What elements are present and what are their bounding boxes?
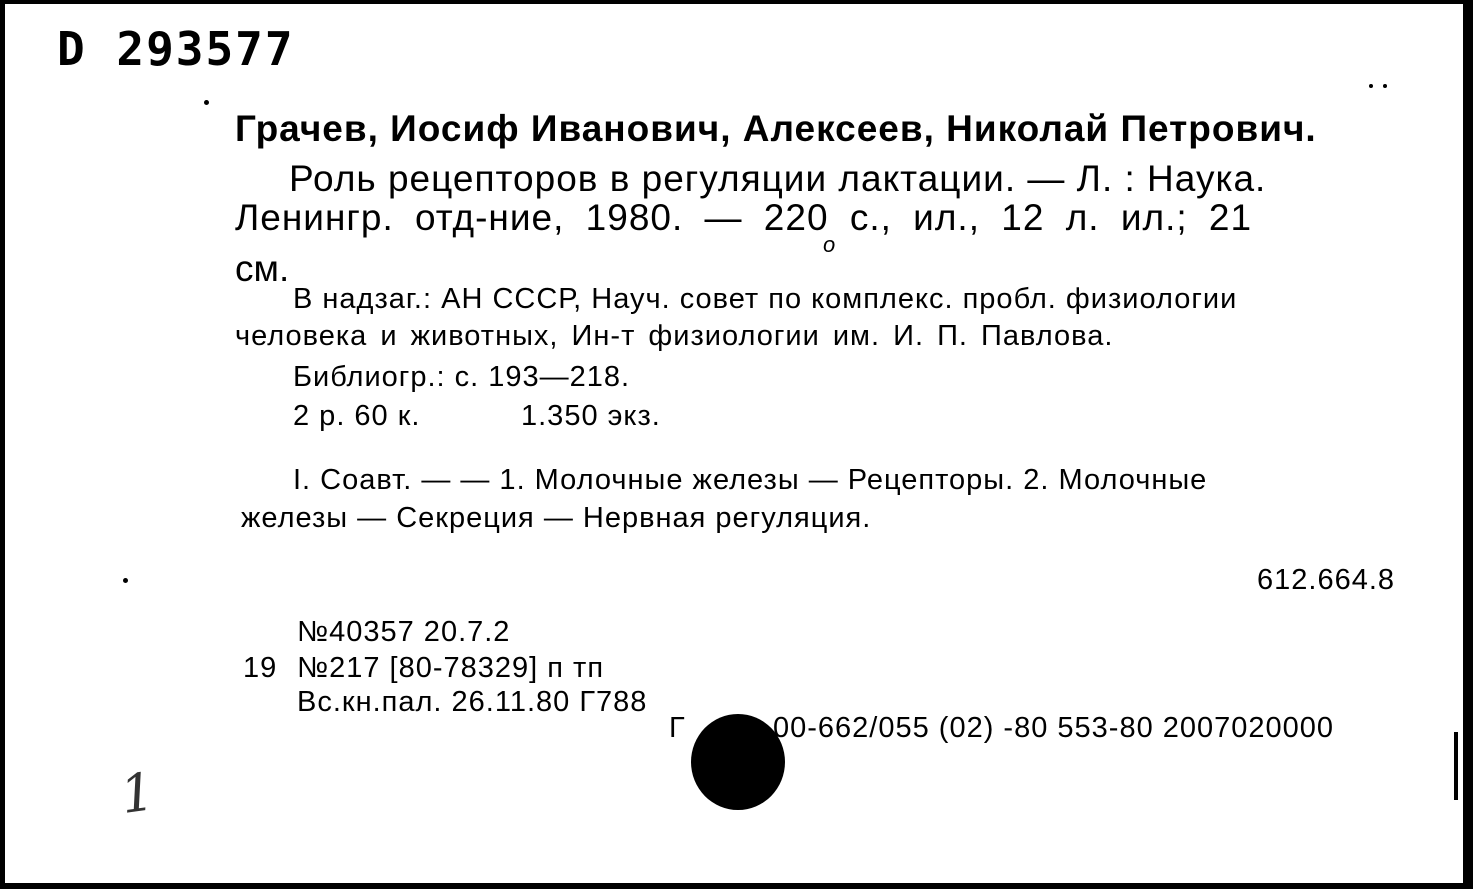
- card-id: D 293577: [57, 22, 295, 76]
- speck: [204, 100, 209, 105]
- title-line: Роль рецепторов в регуляции лактации. — Л. : Наука.: [289, 158, 1267, 199]
- print-run: 1.350 экз.: [521, 400, 661, 432]
- subject-line: I. Соавт. — — 1. Молочные железы — Рецепторы. 2. Молочные: [293, 464, 1208, 496]
- authors-heading: Грачев, Иосиф Иванович, Алексеев, Николай Петрович.: [235, 108, 1317, 149]
- edge-mark: [1454, 732, 1458, 800]
- handwritten-o-mark: о: [823, 232, 836, 257]
- title-line: см.: [235, 248, 290, 289]
- record-line: №40357 20.7.2: [297, 616, 511, 648]
- catalog-card: [5, 4, 1463, 883]
- pencil-mark: 1: [116, 761, 159, 827]
- notes-line: В надзаг.: АН СССР, Науч. совет по комплекс. пробл. физиологии: [293, 283, 1238, 315]
- title-line: Ленингр. отд-ние, 1980. — 220 с., ил., 12 л. ил.; 21: [235, 197, 1253, 238]
- classification-code: 612.664.8: [1257, 564, 1396, 596]
- speck: [1369, 84, 1373, 88]
- punch-hole: [691, 714, 785, 810]
- price: 2 р. 60 к.: [293, 400, 421, 432]
- footer-codes: 00-662/055 (02) -80 553-80 2007020000: [773, 712, 1335, 744]
- record-prefix: 19: [243, 652, 278, 684]
- speck: [1383, 84, 1387, 88]
- record-line: №217 [80-78329] п тп: [297, 652, 605, 684]
- notes-line: человека и животных, Ин-т физиологии им. И. П. Павлова.: [235, 320, 1114, 352]
- footer-prefix: Г: [669, 712, 686, 744]
- bibliography: Библиогр.: с. 193—218.: [293, 361, 631, 393]
- record-line: Вс.кн.пал. 26.11.80 Г788: [297, 686, 648, 718]
- speck: [123, 578, 128, 583]
- subject-line: железы — Секреция — Нервная регуляция.: [241, 502, 872, 534]
